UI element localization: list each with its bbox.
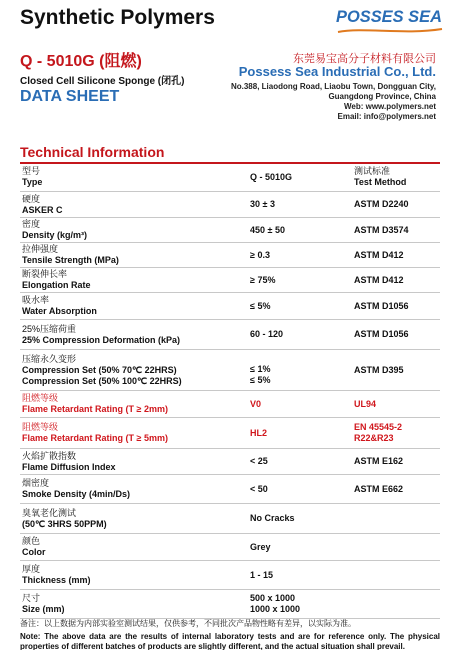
property-label-cn: 吸水率 — [22, 295, 50, 305]
property-label-en: (50℃ 3HRS 50PPM) — [22, 518, 107, 529]
property-label-en: Compression Set (50% 70℃ 22HRS) — [22, 364, 177, 375]
value-cell — [250, 534, 350, 560]
property-cell — [22, 268, 246, 292]
property-cell — [22, 418, 246, 448]
property-value: V0 — [250, 398, 262, 409]
property-label-cn: 厚度 — [22, 564, 41, 574]
method-cell — [354, 293, 440, 319]
method-cell — [354, 475, 440, 503]
table-row — [20, 561, 440, 590]
property-label-cn: 压缩永久变形 — [22, 353, 77, 364]
property-value: 30 ± 3 — [250, 199, 275, 209]
property-label-en: Density (kg/m³) — [22, 230, 88, 240]
table-row — [20, 320, 440, 350]
company-address-line2: Guangdong Province, China — [328, 92, 436, 101]
method-cell — [354, 449, 440, 474]
property-label-cn: 火焰扩散指数 — [22, 450, 77, 461]
property-label-en: Flame Diffusion Index — [22, 461, 116, 472]
property-label-en: Compression Set (50% 100℃ 22HRS) — [22, 375, 182, 386]
property-label-cn: 烟密度 — [22, 478, 50, 488]
property-cell — [22, 449, 246, 474]
property-label-en: Water Absorption — [22, 306, 97, 316]
method-cell — [354, 590, 440, 618]
property-label-cn: 臭氧老化测试 — [22, 507, 77, 518]
property-label-en: Color — [22, 547, 46, 557]
test-method: ASTM D395 — [354, 364, 404, 375]
method-label-cn: 测试标准 — [354, 166, 391, 176]
table-row — [20, 192, 440, 218]
value-cell — [250, 475, 350, 503]
value-cell — [250, 391, 350, 417]
property-cell — [22, 590, 246, 618]
method-cell — [354, 534, 440, 560]
method-cell — [354, 350, 440, 390]
test-method: ASTM D1056 — [354, 329, 409, 339]
value-cell — [250, 268, 350, 292]
test-method: ASTM D412 — [354, 274, 404, 285]
section-heading: Technical Information — [20, 144, 165, 160]
property-value: No Cracks — [250, 513, 295, 523]
property-value: 500 x 1000 — [250, 593, 296, 603]
method-cell — [354, 418, 440, 448]
method-cell — [354, 504, 440, 533]
property-value: < 50 — [250, 483, 268, 494]
table-row — [20, 243, 440, 268]
property-label-cn: 阻燃等级 — [22, 393, 59, 403]
value-cell — [250, 504, 350, 533]
property-label-en: Smoke Density (4min/Ds) — [22, 489, 131, 499]
test-method: ASTM D3574 — [354, 224, 409, 235]
test-method: Test Method — [354, 177, 407, 187]
company-web: Web: www.polymers.net — [343, 102, 436, 111]
table-row — [20, 391, 440, 418]
test-method: ASTM E662 — [354, 483, 404, 494]
table-row — [20, 449, 440, 475]
product-subtitle: Closed Cell Silicone Sponge (闭孔) — [20, 76, 185, 87]
property-value: ≤ 1% — [250, 364, 271, 374]
property-value: 1 - 15 — [250, 569, 274, 580]
company-logo — [334, 2, 446, 28]
method-cell — [354, 163, 440, 191]
value-cell — [250, 350, 350, 390]
value-cell — [250, 418, 350, 448]
property-value: ≤ 5% — [250, 375, 271, 385]
method-cell — [354, 561, 440, 589]
property-cell — [22, 534, 246, 560]
property-label-cn: 密度 — [22, 219, 41, 229]
value-cell — [250, 320, 350, 349]
test-method: ASTM D1056 — [354, 300, 409, 311]
property-cell — [22, 320, 246, 349]
property-value: 450 ± 50 — [250, 224, 285, 235]
property-value: HL2 — [250, 427, 268, 438]
property-label-en: Thickness (mm) — [22, 575, 91, 585]
test-method: EN 45545-2 — [354, 422, 403, 432]
property-cell — [22, 218, 246, 242]
value-cell — [250, 218, 350, 242]
method-cell — [354, 320, 440, 349]
note-cn: 备注：以上数据为内部实验室测试结果，仅供参考，不同批次产品物性略有差异，以实际为准。 — [20, 619, 356, 628]
property-label-en: ASKER C — [22, 204, 63, 215]
value-cell — [250, 243, 350, 267]
table-row — [20, 268, 440, 293]
table-row — [20, 534, 440, 561]
property-label-en: 25% Compression Deformation (kPa) — [22, 334, 181, 345]
value-cell — [250, 163, 350, 191]
property-label-cn: 尺寸 — [22, 593, 41, 603]
method-cell — [354, 192, 440, 217]
table-row — [20, 163, 440, 192]
property-value: ≥ 75% — [250, 274, 276, 285]
property-cell — [22, 391, 246, 417]
value-cell — [250, 192, 350, 217]
property-label-cn: 颜色 — [22, 536, 41, 546]
property-label-cn: 阻燃等级 — [22, 422, 59, 432]
table-row — [20, 590, 440, 619]
property-label-cn: 25%压缩荷重 — [22, 323, 77, 334]
property-cell — [22, 293, 246, 319]
table-row — [20, 504, 440, 534]
spec-table — [20, 163, 440, 619]
table-row — [20, 475, 440, 504]
svg-text:POSSES SEA: POSSES SEA — [336, 7, 442, 26]
property-label-cn: 拉伸强度 — [22, 244, 59, 254]
product-code: Q - 5010G (阻燃) — [20, 53, 142, 70]
method-cell — [354, 218, 440, 242]
method-cell — [354, 268, 440, 292]
test-method: UL94 — [354, 398, 377, 409]
value-cell — [250, 449, 350, 474]
doc-type-label: DATA SHEET — [20, 88, 120, 105]
logo-swash-icon — [334, 26, 446, 36]
method-cell — [354, 243, 440, 267]
property-label-cn: 硬度 — [22, 193, 41, 204]
table-row — [20, 350, 440, 391]
property-value: ≤ 5% — [250, 300, 271, 311]
property-value: Q - 5010G — [250, 171, 293, 182]
property-cell — [22, 243, 246, 267]
property-value: ≥ 0.3 — [250, 249, 270, 260]
method-cell — [354, 391, 440, 417]
company-name-en: Possess Sea Industrial Co., Ltd. — [238, 64, 436, 79]
test-method: R22&R23 — [354, 433, 394, 443]
property-label-en: Size (mm) — [22, 604, 65, 614]
test-method: ASTM E162 — [354, 456, 404, 466]
property-label-en: Flame Retardant Rating (T ≥ 2mm) — [22, 404, 168, 414]
property-value: 1000 x 1000 — [250, 604, 301, 614]
company-email: Email: info@polymers.net — [337, 112, 436, 121]
property-value: Grey — [250, 541, 271, 552]
table-row — [20, 293, 440, 320]
test-method: ASTM D2240 — [354, 199, 409, 209]
property-cell — [22, 561, 246, 589]
property-cell — [22, 475, 246, 503]
property-label-cn: 断裂伸长率 — [22, 269, 68, 279]
property-label-en: Flame Retardant Rating (T ≥ 5mm) — [22, 433, 168, 443]
company-name-cn: 东莞易宝高分子材料有限公司 — [293, 53, 436, 65]
table-row — [20, 418, 440, 449]
test-method: ASTM D412 — [354, 249, 404, 260]
property-cell — [22, 192, 246, 217]
value-cell — [250, 590, 350, 618]
property-value: < 25 — [250, 456, 268, 466]
property-value: 60 - 120 — [250, 329, 284, 339]
property-label-cn: 型号 — [22, 166, 41, 176]
value-cell — [250, 561, 350, 589]
note-en: Note: The above data are the results of internal laboratory tests and are for reference only. The physical properties of different batches of products are slightly different, and the actual situation shall prevail. — [20, 632, 440, 650]
property-label-en: Tensile Strength (MPa) — [22, 255, 119, 265]
property-cell — [22, 163, 246, 191]
table-row — [20, 218, 440, 243]
page-title: Synthetic Polymers — [20, 6, 215, 29]
property-label-en: Elongation Rate — [22, 280, 91, 290]
value-cell — [250, 293, 350, 319]
company-address-line1: No.388, Liaodong Road, Liaobu Town, Dongguan City, — [230, 82, 436, 91]
property-cell — [22, 504, 246, 533]
property-cell — [22, 350, 246, 390]
property-label-en: Type — [22, 177, 43, 187]
